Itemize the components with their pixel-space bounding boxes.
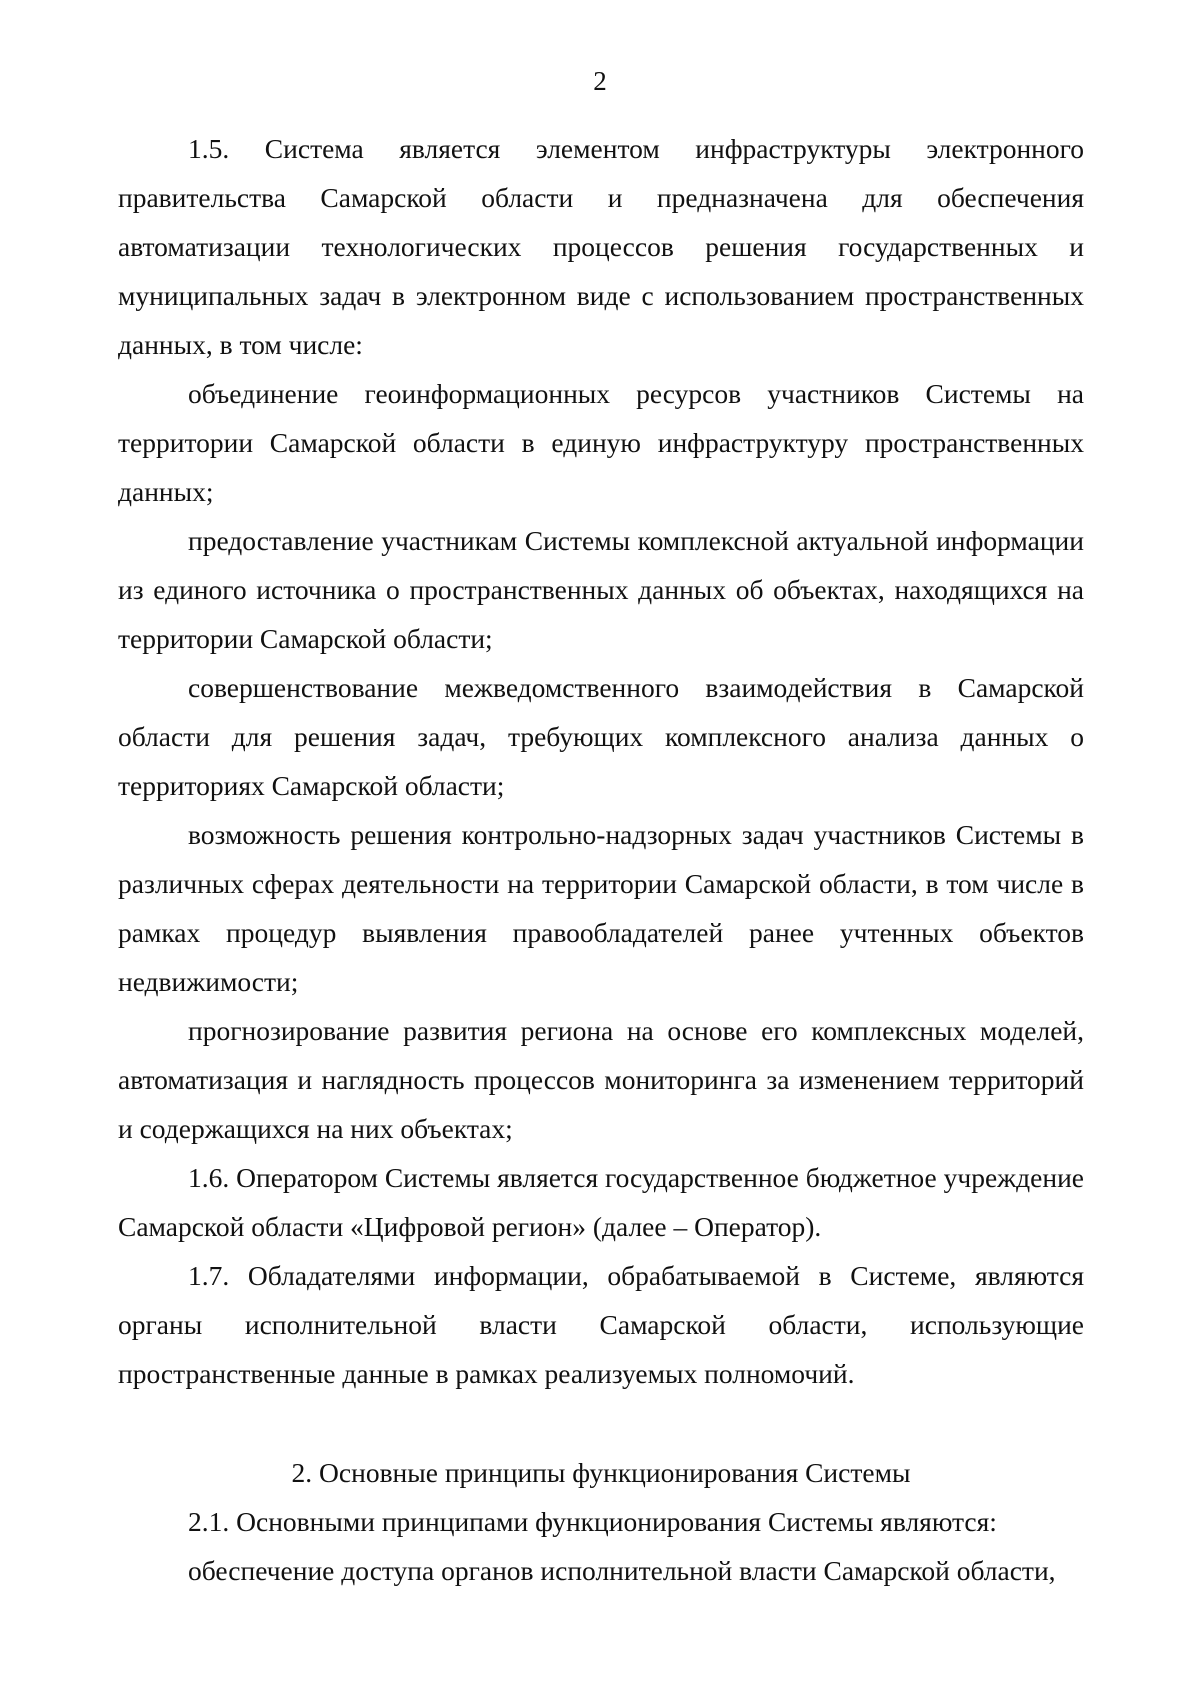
page-number: 2	[593, 66, 607, 96]
paragraph-1-7: 1.7. Обладателями информации, обрабатываемой в Системе, являются органы исполнительной власти Самарской области, использующие пространственные данные в рамках реализуемых полномочий.	[118, 1260, 1084, 1389]
list-item-control-supervision: возможность решения контрольно-надзорных задач участников Системы в различных сферах деятельности на территории Самарской области, в том числе в рамках процедур выявления правообладателей ранее учтенных объектов недвижимости;	[118, 819, 1084, 997]
paragraph-1-5: 1.5. Система является элементом инфраструктуры электронного правительства Самарской области и предназначена для обеспечения автоматизации технологических процессов решения государственных и муниципальных задач в электронном виде с использованием пространственных данных, в том числе:	[118, 133, 1084, 360]
document-body	[118, 124, 1084, 1595]
list-item-access-provision: обеспечение доступа органов исполнительной власти Самарской области,	[188, 1555, 1056, 1586]
list-item-interagency-cooperation: совершенствование межведомственного взаимодействия в Самарской области для решения задач, требующих комплексного анализа данных о территориях Самарской области;	[118, 672, 1084, 801]
list-item-forecasting: прогнозирование развития региона на основе его комплексных моделей, автоматизация и наглядность процессов мониторинга за изменением территорий и содержащихся на них объектах;	[118, 1015, 1084, 1144]
paragraph-1-6: 1.6. Оператором Системы является государственное бюджетное учреждение Самарской области «Цифровой регион» (далее – Оператор).	[118, 1162, 1084, 1242]
section-2-heading: 2. Основные принципы функционирования Системы	[291, 1457, 911, 1488]
list-item-providing-information: предоставление участникам Системы комплексной актуальной информации из единого источника о пространственных данных об объектах, находящихся на территории Самарской области;	[118, 525, 1084, 654]
paragraph-2-1: 2.1. Основными принципами функционирования Системы являются:	[188, 1506, 997, 1537]
list-item-geoinformation-resources: объединение геоинформационных ресурсов участников Системы на территории Самарской области в единую инфраструктуру пространственных данных;	[118, 378, 1084, 507]
